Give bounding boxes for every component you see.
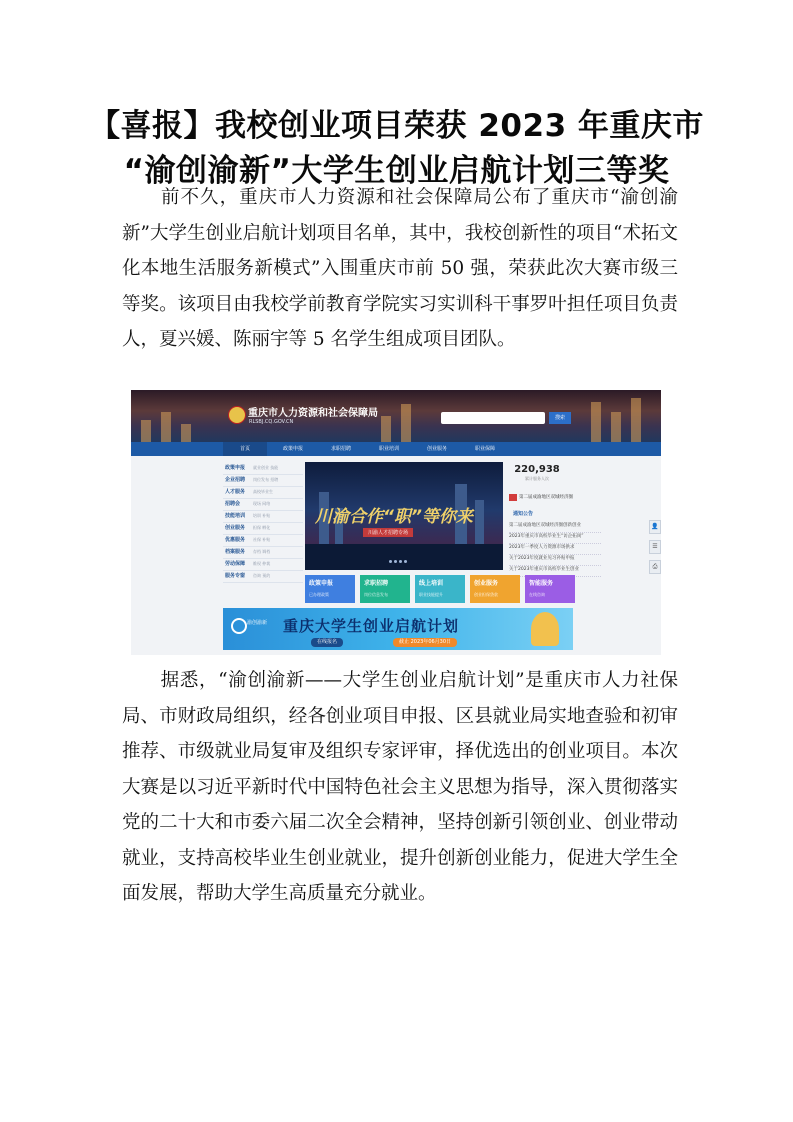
skyline-building	[381, 416, 391, 442]
sidebar-item-label: 创业服务	[225, 525, 246, 531]
site-name: 重庆市人力资源和社会保障局	[248, 408, 378, 419]
plan-banner-title: 重庆大学生创业启航计划	[283, 617, 460, 635]
paragraph-1-text: 前不久，重庆市人力资源和社会保障局公布了重庆市“渝创渝新”大学生创业启航计划项目名单，其中，我校创新性的项目“术拓文化本地生活服务新模式”入围重庆市前 50 强，荣获此次大赛市级三等奖。该项目由我校学前教育学院实习实训科干事罗叶担任项目负责人，夏兴媛、陈丽宇等 5 名学生组成项目团队。	[122, 187, 678, 350]
counter-value: 220,938	[514, 464, 560, 475]
sidebar-item-sub: 维权 仲裁	[253, 561, 271, 566]
tile-policy	[305, 575, 355, 603]
website-screenshot-image	[131, 390, 661, 655]
site-sidebar	[223, 462, 303, 632]
tile-smart	[525, 575, 575, 603]
sidebar-item-sub: 存档 调档	[253, 549, 271, 554]
service-tiles	[305, 575, 595, 605]
news-item: 关于2023年度就业见习补贴申报	[509, 555, 601, 566]
menu-icon: ☰	[649, 540, 661, 554]
sidebar-item-sub: 培训 补贴	[253, 513, 271, 518]
sidebar-item-sub: 高校毕业生	[253, 489, 273, 494]
nav-item-jobs: 求职招聘	[330, 446, 351, 452]
news-tab: 通知公告	[513, 511, 534, 517]
news-list	[509, 522, 601, 577]
nav-item-training: 职业培训	[378, 446, 399, 452]
tile-sub: 在线咨询	[529, 592, 545, 597]
plan-signup-button: 在线报名	[311, 638, 343, 647]
tile-title: 政策申报	[309, 580, 334, 587]
paragraph-1	[122, 180, 678, 358]
print-icon: ⎙	[649, 560, 661, 574]
tile-jobs	[360, 575, 410, 603]
page-title-line-2: “渝创渝新”大学生创业启航计划三等奖	[123, 153, 670, 189]
sidebar-item-sub: 担保 孵化	[253, 525, 271, 530]
tile-title: 求职招聘	[364, 580, 389, 587]
news-item: 第二届成渝地区双城经济圈创新创业	[509, 522, 601, 533]
startup-plan-banner	[223, 608, 573, 650]
skyline-building	[141, 420, 151, 442]
plan-logo-text: 渝创渝新	[247, 620, 268, 626]
banner-tower	[475, 500, 484, 544]
sidebar-item-label: 劳动保障	[225, 561, 246, 567]
page-title-line-1: 【喜报】我校创业项目荣获 2023 年重庆市	[89, 108, 704, 144]
skyline-building	[631, 398, 641, 442]
carousel-dots	[389, 548, 409, 567]
skyline-building	[611, 412, 621, 442]
tile-startup	[470, 575, 520, 603]
search-input	[441, 412, 545, 424]
sidebar-item-label: 企业招聘	[225, 477, 246, 483]
sidebar-item	[223, 570, 303, 583]
sidebar-item-label: 优惠服务	[225, 537, 246, 543]
nav-item-policy: 政策申报	[282, 446, 303, 452]
carousel-dot	[399, 560, 402, 563]
search-button: 搜索	[549, 412, 571, 424]
notice-text: 第二届成渝地区双城经济圈	[519, 495, 573, 500]
user-icon: 👤	[649, 520, 661, 534]
banner-subtitle: 川渝人才招聘专场	[363, 528, 413, 537]
site-nav	[131, 442, 661, 456]
news-item: 2023年重庆市高校毕业生“访企拓岗”	[509, 533, 601, 544]
carousel-dot	[404, 560, 407, 563]
skyline-building	[401, 404, 411, 442]
mascot-figure	[531, 612, 559, 646]
sidebar-item-sub: 现场 网络	[253, 501, 271, 506]
tile-sub: 职业技能提升	[419, 592, 443, 597]
site-header	[131, 390, 661, 442]
notice-badge	[509, 494, 517, 501]
counter-label: 累计服务人次	[525, 476, 549, 481]
tile-sub: 岗位信息发布	[364, 592, 388, 597]
sidebar-item-label: 政策申报	[225, 465, 246, 471]
plan-logo-icon	[231, 618, 247, 634]
hero-banner	[305, 462, 503, 570]
plan-deadline: 截止 2023年06月30日	[393, 638, 457, 647]
sidebar-item-sub: 咨询 预约	[253, 573, 271, 578]
sidebar-item-label: 档案服务	[225, 549, 246, 555]
carousel-dot	[389, 560, 392, 563]
sidebar-item-sub: 社保 补贴	[253, 537, 271, 542]
skyline-building	[161, 412, 171, 442]
skyline-building	[591, 402, 601, 442]
paragraph-2	[122, 663, 678, 912]
sidebar-item-sub: 就业创业 技能	[253, 465, 279, 470]
banner-slogan: 川渝合作“职”等你来	[315, 507, 473, 527]
sidebar-item-label: 服务专窗	[225, 573, 246, 579]
sidebar-item-sub: 岗位发布 招聘	[253, 477, 279, 482]
tile-title: 智能服务	[529, 580, 554, 587]
tile-title: 线上培训	[419, 580, 444, 587]
tile-sub: 已办理政策	[309, 592, 329, 597]
paragraph-2-text: 据悉，“渝创渝新——大学生创业启航计划”是重庆市人力社保局、市财政局组织，经各创业项目申报、区县就业局实地查验和初审推荐、市级就业局复审及组织专家评审，择优选出的创业项目。本次大赛是以习近平新时代中国特色社会主义思想为指导，深入贯彻落实党的二十大和市委六届二次全会精神，坚持创新引领创业、创业带动就业，支持高校毕业生创业就业，提升创新创业能力，促进大学生全面发展，帮助大学生高质量充分就业。	[122, 670, 678, 904]
news-item: 2023年一季度人力资源市场供求	[509, 544, 601, 555]
nav-item-home: 首页	[223, 442, 267, 456]
news-item: 关于2023年重庆市高校毕业生创业	[509, 566, 601, 577]
sidebar-item-label: 招聘会	[225, 501, 241, 507]
sidebar-item-label: 技能培训	[225, 513, 246, 519]
nav-item-startup: 创业服务	[426, 446, 447, 452]
site-url: RLSBJ.CQ.GOV.CN	[249, 419, 294, 425]
tile-training	[415, 575, 465, 603]
sidebar-item-label: 人才服务	[225, 489, 246, 495]
skyline-building	[181, 424, 191, 442]
national-emblem-icon	[228, 406, 246, 424]
carousel-dot	[394, 560, 397, 563]
nav-item-security: 职业保障	[474, 446, 495, 452]
tile-title: 创业服务	[474, 580, 499, 587]
tile-sub: 创业担保贷款	[474, 592, 498, 597]
